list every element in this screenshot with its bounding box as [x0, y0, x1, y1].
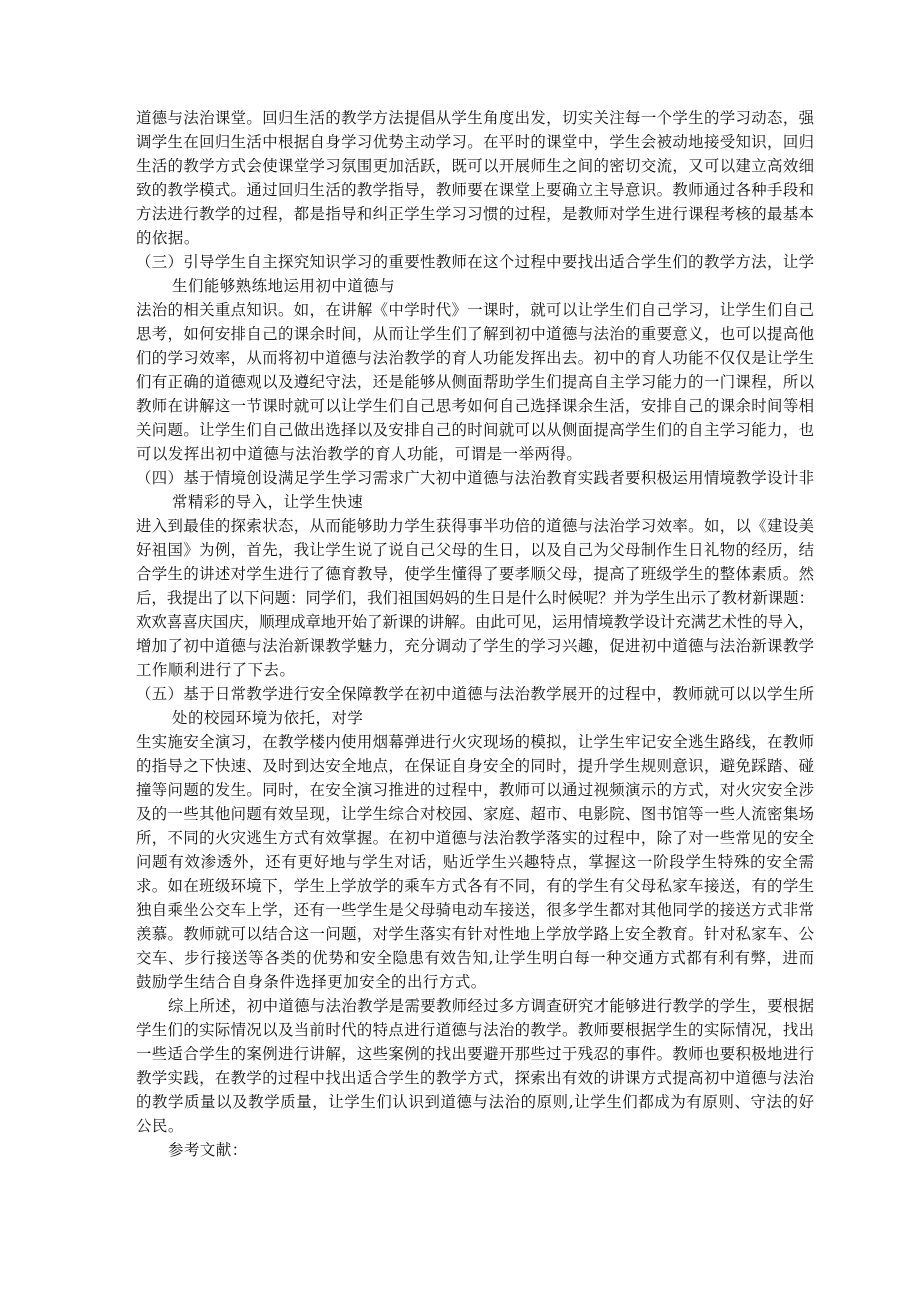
text-line: 的指导之下快速、及时到达安全地点，在保证自身安全的同时，提升学生规则意识，避免踩踏、碰	[136, 757, 814, 775]
text-line: 工作顺利进行了下去。	[136, 661, 296, 679]
text-line: 道德与法治课堂。回归生活的教学方法提倡从学生角度出发，切实关注每一个学生的学习动态，强	[136, 109, 814, 127]
text-line: 问题有效渗透外，还有更好地与学生对话，贴近学生兴趣特点，掌握这一阶段学生特殊的安全需	[136, 853, 814, 871]
conclusion-first-line: 综上所述，初中道德与法治教学是需要教师经过多方调查研究才能够进行教学的学生，要根据	[168, 997, 814, 1015]
text-line: 可以发挥出初中道德与法治教学的育人功能，可谓是一举两得。	[136, 445, 583, 463]
text-line: 调学生在回归生活中根据自身学习优势主动学习。在平时的课堂中，学生会被动地接受知识，回归	[136, 133, 814, 151]
text-line: 一些适合学生的案例进行讲解，这些案例的找出要避开那些过于残忍的事件。教师也要积极地进行	[136, 1045, 814, 1063]
text-line: 交车、步行接送等各类的优势和安全隐患有效告知,让学生明白每一种交通方式都有利有弊，进而	[136, 949, 814, 967]
text-line: 公民。	[136, 1117, 184, 1135]
text-line: 好祖国》为例，首先，我让学生说了说自己父母的生日，以及自己为父母制作生日礼物的经历，结	[136, 541, 814, 559]
section-heading-3: （三）引导学生自主探究知识学习的重要性教师在这个过程中要找出适合学生们的教学方法，让学	[136, 253, 814, 271]
text-line: 撞等问题的发生。同时，在安全演习推进的过程中，教师可以通过视频演示的方式，对火灾安全涉	[136, 781, 814, 799]
text-line: 方法进行教学的过程，都是指导和纠正学生学习习惯的过程，是教师对学生进行课程考核的最基本	[136, 205, 814, 223]
text-line: 增加了初中道德与法治新课教学魅力，充分调动了学生的学习兴趣，促进初中道德与法治新课教学	[136, 637, 814, 655]
text-line: 们的学习效率，从而将初中道德与法治教学的育人功能发挥出去。初中的育人功能不仅仅是让学生	[136, 349, 814, 367]
text-line: 后，我提出了以下问题：同学们，我们祖国妈妈的生日是什么时候呢？并为学生出示了教材新课题：	[136, 589, 814, 607]
references-heading: 参考文献：	[168, 1141, 248, 1159]
text-line: 所，不同的火灾逃生方式有效掌握。在初中道德与法治教学落实的过程中，除了对一些常见的安全	[136, 829, 814, 847]
text-line: 生实施安全演习，在教学楼内使用烟幕弹进行火灾现场的模拟，让学生牢记安全逃生路线，在教师	[136, 733, 814, 751]
text-line: 关问题。让学生们自己做出选择以及安排自己的时间就可以从侧面提高学生们的自主学习能力，也	[136, 421, 814, 439]
text-line: 教学实践，在教学的过程中找出适合学生的教学方式，探索出有效的讲课方式提高初中道德与法治	[136, 1069, 814, 1087]
section-heading-4-continued: 常精彩的导入，让学生快速	[172, 493, 364, 511]
section-heading-4: （四）基于情境创设满足学生学习需求广大初中道德与法治教育实践者要积极运用情境教学设计非	[136, 469, 814, 487]
text-line: 生活的教学方式会使课堂学习氛围更加活跃，既可以开展师生之间的密切交流，又可以建立高效细	[136, 157, 814, 175]
text-line: 致的教学模式。通过回归生活的教学指导，教师要在课堂上要确立主导意识。教师通过各种手段和	[136, 181, 814, 199]
section-heading-5-continued: 处的校园环境为依托，对学	[172, 709, 364, 727]
text-line: 思考，如何安排自己的课余时间，从而让学生们了解到初中道德与法治的重要意义，也可以提高他	[136, 325, 814, 343]
text-line: 及的一些其他问题有效呈现，让学生综合对校园、家庭、超市、电影院、图书馆等一些人流密集场	[136, 805, 814, 823]
text-line: 们有正确的道德观以及遵纪守法，还是能够从侧面帮助学生们提高自主学习能力的一门课程，所以	[136, 373, 814, 391]
text-line: 的教学质量以及教学质量，让学生们认识到道德与法治的原则,让学生们都成为有原则、守法的好	[136, 1093, 814, 1111]
text-line: 独自乘坐公交车上学，还有一些学生是父母骑电动车接送，很多学生都对其他同学的接送方式非常	[136, 901, 814, 919]
text-line: 教师在讲解这一节课时就可以让学生们自己思考如何自己选择课余生活，安排自己的课余时间等相	[136, 397, 814, 415]
text-line: 进入到最佳的探索状态，从而能够助力学生获得事半功倍的道德与法治学习效率。如，以《建设美	[136, 517, 814, 535]
section-heading-5: （五）基于日常教学进行安全保障教学在初中道德与法治教学展开的过程中，教师就可以以学生所	[136, 685, 814, 703]
text-line: 求。如在班级环境下，学生上学放学的乘车方式各有不同，有的学生有父母私家车接送，有的学生	[136, 877, 814, 895]
text-line: 鼓励学生结合自身条件选择更加安全的出行方式。	[136, 973, 487, 991]
text-line: 的依据。	[136, 229, 200, 247]
text-line: 羡慕。教师就可以结合这一问题，对学生落实有针对性地上学放学路上安全教育。针对私家车、公	[136, 925, 814, 943]
text-line: 合学生的讲述对学生进行了德育教导，使学生懂得了要孝顺父母，提高了班级学生的整体素质。然	[136, 565, 814, 583]
text-line: 法治的相关重点知识。如，在讲解《中学时代》一课时，就可以让学生们自己学习，让学生们自己	[136, 301, 814, 319]
text-line: 欢欢喜喜庆国庆，顺理成章地开始了新课的讲解。由此可见，运用情境教学设计充满艺术性的导入，	[136, 613, 814, 631]
section-heading-3-continued: 生们能够熟练地运用初中道德与	[172, 277, 396, 295]
text-line: 学生们的实际情况以及当前时代的特点进行道德与法治的教学。教师要根据学生的实际情况，找出	[136, 1021, 814, 1039]
